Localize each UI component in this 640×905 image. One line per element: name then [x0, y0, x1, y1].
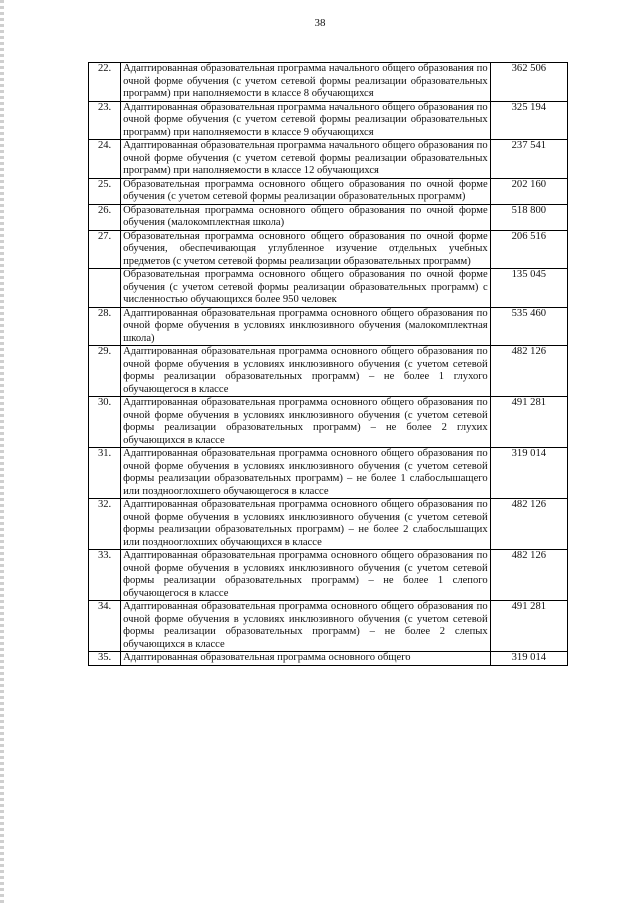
row-cost: 491 281: [490, 601, 567, 652]
table-row: [89, 499, 568, 550]
table-row: [89, 448, 568, 499]
row-cost: 482 126: [490, 499, 567, 550]
row-description: Адаптированная образовательная программа основного общего образования по очной форме обучения в условиях инклюзивного обучения (с учетом сетевой формы реализации образовательных программ) – не более 1 глухого обучающегося в классе: [121, 346, 491, 397]
row-description: Образовательная программа основного общего образования по очной форме обучения (с учетом сетевой формы реализации образовательных программ): [121, 178, 491, 204]
row-cost: 202 160: [490, 178, 567, 204]
row-description: Адаптированная образовательная программа основного общего образования по очной форме обучения в условиях инклюзивного обучения (с учетом сетевой формы реализации образовательных программ) – не более 1 слепого обучающегося в классе: [121, 550, 491, 601]
row-cost: 325 194: [490, 101, 567, 140]
row-description: Адаптированная образовательная программа начального общего образования по очной форме обучения (с учетом сетевой формы реализации образовательных программ) при наполняемости в классе 8 обучающихся: [121, 63, 491, 102]
table-row: [89, 652, 568, 666]
row-cost: 362 506: [490, 63, 567, 102]
table-row: [89, 178, 568, 204]
row-description: Адаптированная образовательная программа основного общего образования по очной форме обучения в условиях инклюзивного обучения (малокомплектная школа): [121, 307, 491, 346]
row-cost: 319 014: [490, 448, 567, 499]
row-description: Образовательная программа основного общего образования по очной форме обучения, обеспечивающая углубленное изучение отдельных учебных предметов (с учетом сетевой формы реализации образовательных программ): [121, 230, 491, 269]
table-row: [89, 140, 568, 179]
table-row: [89, 397, 568, 448]
row-cost: 237 541: [490, 140, 567, 179]
row-number: 22.: [89, 63, 121, 102]
scan-binding-edge: [0, 0, 4, 905]
table-row: [89, 550, 568, 601]
row-number: 26.: [89, 204, 121, 230]
row-number: 23.: [89, 101, 121, 140]
table-row: [89, 601, 568, 652]
row-cost: 482 126: [490, 550, 567, 601]
row-cost: 135 045: [490, 269, 567, 308]
row-number: 33.: [89, 550, 121, 601]
row-cost: 206 516: [490, 230, 567, 269]
row-cost: 535 460: [490, 307, 567, 346]
row-description: Адаптированная образовательная программа основного общего: [121, 652, 491, 666]
row-number: 35.: [89, 652, 121, 666]
row-number: 27.: [89, 230, 121, 269]
row-number: 32.: [89, 499, 121, 550]
table-row: [89, 269, 568, 308]
row-description: Адаптированная образовательная программа основного общего образования по очной форме обучения в условиях инклюзивного обучения (с учетом сетевой формы реализации образовательных программ) – не более 2 слепых обучающихся в классе: [121, 601, 491, 652]
table-row: [89, 230, 568, 269]
table-row: [89, 63, 568, 102]
table-row: [89, 204, 568, 230]
row-number: [89, 269, 121, 308]
table-row: [89, 346, 568, 397]
page-number: 38: [314, 17, 326, 29]
row-number: 24.: [89, 140, 121, 179]
row-cost: 491 281: [490, 397, 567, 448]
row-description: Образовательная программа основного общего образования по очной форме обучения (малокомплектная школа): [121, 204, 491, 230]
row-cost: 482 126: [490, 346, 567, 397]
row-number: 25.: [89, 178, 121, 204]
row-number: 31.: [89, 448, 121, 499]
cost-table: [88, 62, 568, 666]
row-number: 30.: [89, 397, 121, 448]
row-number: 34.: [89, 601, 121, 652]
row-description: Адаптированная образовательная программа основного общего образования по очной форме обучения в условиях инклюзивного обучения (с учетом сетевой формы реализации образовательных программ) – не более 2 глухих обучающихся в классе: [121, 397, 491, 448]
table-row: [89, 101, 568, 140]
row-description: Адаптированная образовательная программа начального общего образования по очной форме обучения (с учетом сетевой формы реализации образовательных программ) при наполняемости в классе 9 обучающихся: [121, 101, 491, 140]
row-description: Адаптированная образовательная программа основного общего образования по очной форме обучения в условиях инклюзивного обучения (с учетом сетевой формы реализации образовательных программ) – не более 2 слабослышащих или позднооглохших обучающихся в классе: [121, 499, 491, 550]
row-cost: 518 800: [490, 204, 567, 230]
row-description: Адаптированная образовательная программа начального общего образования по очной форме обучения (с учетом сетевой формы реализации образовательных программ) при наполняемости в классе 12 обучающихся: [121, 140, 491, 179]
row-number: 28.: [89, 307, 121, 346]
table-body: [89, 63, 568, 666]
row-number: 29.: [89, 346, 121, 397]
row-description: Образовательная программа основного общего образования по очной форме обучения (с учетом сетевой формы реализации образовательных программ) с численностью обучающихся более 950 человек: [121, 269, 491, 308]
table-row: [89, 307, 568, 346]
row-description: Адаптированная образовательная программа основного общего образования по очной форме обучения в условиях инклюзивного обучения (с учетом сетевой формы реализации образовательных программ) – не более 1 слабослышащего или позднооглохшего обучающегося в классе: [121, 448, 491, 499]
row-cost: 319 014: [490, 652, 567, 666]
